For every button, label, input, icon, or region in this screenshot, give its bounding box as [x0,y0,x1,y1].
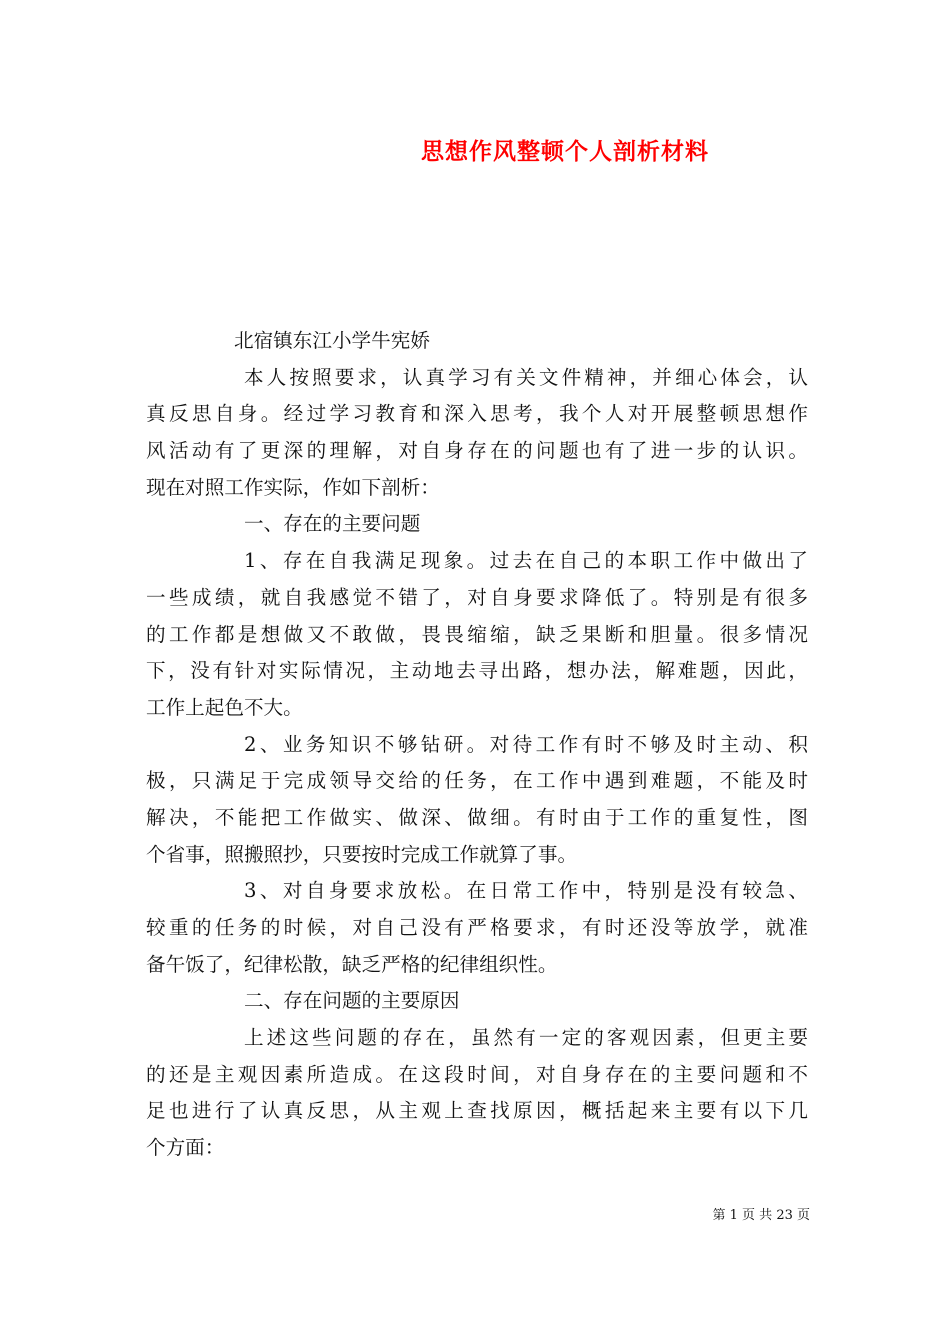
item-line: 3、对自身要求放松。在日常工作中，特别是没有较急、 [244,879,808,903]
item-line: 个省事，照搬照抄，只要按时完成工作就算了事。 [146,842,578,866]
cause-line: 个方面： [146,1136,225,1160]
document-body [146,323,808,1167]
section-heading: 一、存在的主要问题 [244,512,421,536]
author-line: 北宿镇东江小学牛宪娇 [234,329,430,352]
item-line: 下，没有针对实际情况，主动地去寻出路，想办法，解难题，因此， [146,659,808,683]
item-line: 的工作都是想做又不敢做，畏畏缩缩，缺乏果断和胆量。很多情况 [146,622,808,646]
item-line: 一些成绩，就自我感觉不错了，对自身要求降低了。特别是有很多 [146,585,808,609]
item-line: 工作上起色不大。 [146,695,303,719]
intro-line: 本人按照要求，认真学习有关文件精神，并细心体会，认 [244,365,808,389]
intro-line: 真反思自身。经过学习教育和深入思考，我个人对开展整顿思想作 [146,402,808,426]
intro-line: 现在对照工作实际，作如下剖析： [146,475,440,499]
cause-line: 足也进行了认真反思，从主观上查找原因，概括起来主要有以下几 [146,1099,808,1123]
intro-line: 风活动有了更深的理解，对自身存在的问题也有了进一步的认识。 [146,439,808,463]
document-title: 思想作风整顿个人剖析材料 [421,138,709,165]
item-line: 较重的任务的时候，对自己没有严格要求，有时还没等放学，就准 [146,916,808,939]
cause-line: 上述这些问题的存在，虽然有一定的客观因素，但更主要 [244,1026,808,1050]
item-line: 备午饭了，纪律松散，缺乏严格的纪律组织性。 [146,952,558,976]
cause-line: 的还是主观因素所造成。在这段时间，对自身存在的主要问题和不 [146,1062,808,1086]
item-line: 解决，不能把工作做实、做深、做细。有时由于工作的重复性，图 [146,805,808,829]
item-line: 2、业务知识不够钻研。对待工作有时不够及时主动、积 [244,732,808,756]
section-heading: 二、存在问题的主要原因 [244,989,460,1013]
item-line: 1、存在自我满足现象。过去在自己的本职工作中做出了 [244,549,808,573]
page-number: 第 1 页 共 23 页 [712,1208,810,1223]
item-line: 极，只满足于完成领导交给的任务，在工作中遇到难题，不能及时 [146,769,808,793]
